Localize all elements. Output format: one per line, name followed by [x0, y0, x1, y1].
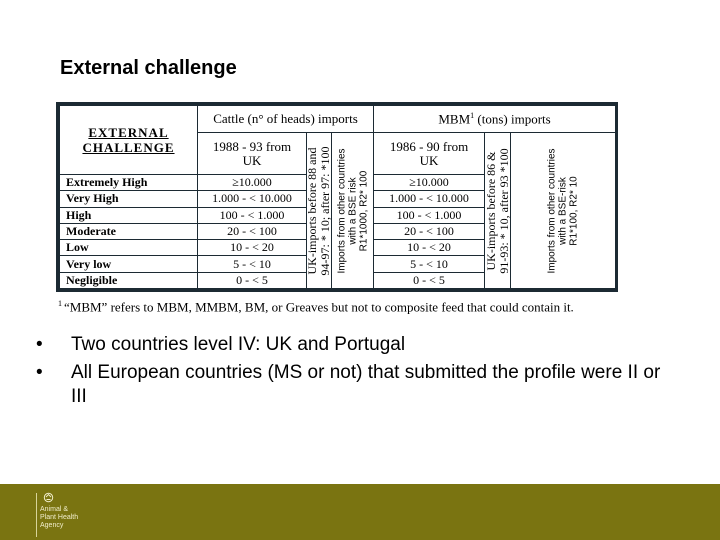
cattle-threshold-cell: 100 - < 1.000 [198, 207, 307, 223]
mbm-threshold-cell: 0 - < 5 [374, 272, 485, 288]
table-footnote: $^1$ “MBM” refers to MBM, MMBM, BM, or Greaves but not to composite feed that could contain it. [58, 299, 574, 315]
cattle-threshold-cell: 5 - < 10 [198, 256, 307, 272]
mbm-threshold-cell: 5 - < 10 [374, 256, 485, 272]
challenge-level-cell: High [60, 207, 198, 223]
bullet-item: • Two countries level IV: UK and Portugal [36, 334, 406, 355]
cattle-uk-weighting-note: UK-imports before 88 and 94-97: * 10; after 97: *100 [307, 133, 332, 289]
cattle-threshold-cell: 1.000 - < 10.000 [198, 191, 307, 207]
external-challenge-table [56, 102, 618, 292]
cattle-threshold-cell: 0 - < 5 [198, 272, 307, 288]
mbm-imports-header: MBM$^1$ (tons) imports [374, 106, 616, 133]
bullet-dot-icon: • [36, 334, 43, 355]
footer-bar [0, 484, 720, 540]
cattle-threshold-cell: ≥10.000 [198, 175, 307, 191]
mbm-threshold-cell: 10 - < 20 [374, 240, 485, 256]
challenge-level-cell: Very High [60, 191, 198, 207]
cattle-other-countries-note: Imports from other countries with a BSE risk R1*1000, R2* 100 [332, 133, 374, 289]
mbm-threshold-cell: ≥10.000 [374, 175, 485, 191]
cattle-imports-header: Cattle (n° of heads) imports [198, 106, 374, 133]
mbm-uk-weighting-note: UK-imports before 86 & 91-93: * 10, after 93 *100 [485, 133, 511, 289]
slide-title: External challenge [60, 57, 237, 79]
mbm-uk-period-header: 1986 - 90 from UK [374, 133, 485, 175]
challenge-level-cell: Moderate [60, 223, 198, 239]
bullet-dot-icon: • [36, 362, 43, 383]
royal-crest-icon [42, 491, 55, 504]
table-corner-label: EXTERNAL CHALLENGE [60, 106, 198, 175]
cattle-uk-period-header: 1988 - 93 from UK [198, 133, 307, 175]
challenge-level-cell: Very low [60, 256, 198, 272]
mbm-threshold-cell: 100 - < 1.000 [374, 207, 485, 223]
cattle-threshold-cell: 10 - < 20 [198, 240, 307, 256]
apha-logo: Animal & Plant Health Agency [36, 491, 106, 539]
mbm-other-countries-note: Imports from other countries with a BSE-risk R1*100, R2* 10 [511, 133, 616, 289]
bullet-item: • All European countries (MS or not) that submitted the profile were II or III [36, 362, 661, 407]
mbm-threshold-cell: 20 - < 100 [374, 223, 485, 239]
challenge-table-grid [59, 105, 616, 289]
challenge-level-cell: Negligible [60, 272, 198, 288]
mbm-threshold-cell: 1.000 - < 10.000 [374, 191, 485, 207]
bullet-list [36, 333, 676, 413]
challenge-level-cell: Low [60, 240, 198, 256]
cattle-threshold-cell: 20 - < 100 [198, 223, 307, 239]
challenge-level-cell: Extremely High [60, 175, 198, 191]
